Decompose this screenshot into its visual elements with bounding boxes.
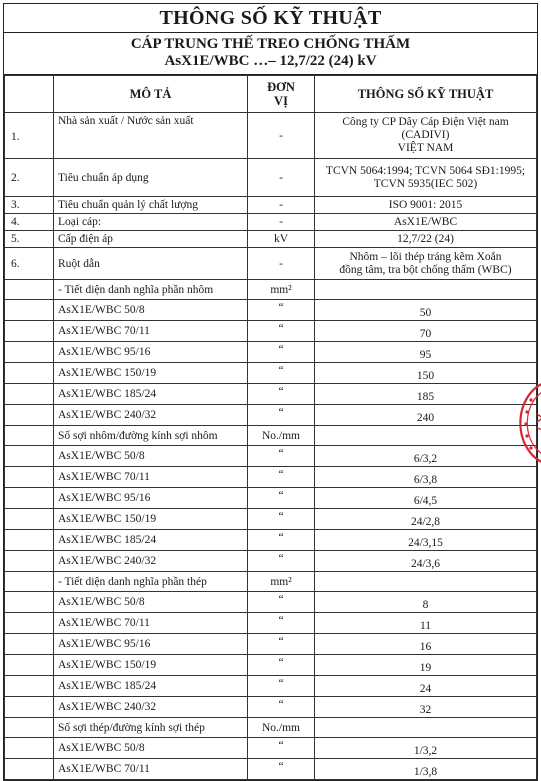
- row-unit: “: [248, 592, 315, 613]
- row-number: [5, 363, 54, 384]
- table-row: [5, 634, 537, 655]
- row-description: Cấp điện áp: [54, 231, 248, 248]
- row-number: [5, 467, 54, 488]
- table-row: [5, 342, 537, 363]
- row-unit: “: [248, 509, 315, 530]
- section-label: - Tiết diện danh nghĩa phần nhôm: [54, 280, 248, 300]
- table-row: [5, 530, 537, 551]
- row-unit: “: [248, 759, 315, 780]
- header-unit-line-1: ĐƠN: [267, 80, 295, 94]
- table-row: [5, 467, 537, 488]
- spec-line-2: đồng tâm, tra bột chống thấm (WBC): [339, 263, 512, 276]
- table-row: [5, 321, 537, 342]
- row-spec: [315, 231, 537, 248]
- table-row: [5, 300, 537, 321]
- row-spec: [315, 113, 537, 159]
- row-number: [5, 572, 54, 592]
- row-description: AsX1E/WBC 240/32: [54, 405, 248, 426]
- table-body: [5, 113, 537, 780]
- row-number: [5, 488, 54, 509]
- row-number: [5, 342, 54, 363]
- row-number: [5, 738, 54, 759]
- table-row: [5, 738, 537, 759]
- table-row: [5, 509, 537, 530]
- row-spec: 19: [315, 655, 537, 676]
- row-spec: 185: [315, 384, 537, 405]
- row-unit: “: [248, 363, 315, 384]
- section-row: [5, 280, 537, 300]
- spec-line-1: Nhôm – lõi thép tráng kẽm Xoắn: [349, 250, 502, 263]
- table-row: [5, 613, 537, 634]
- row-unit: “: [248, 655, 315, 676]
- table-row: [5, 592, 537, 613]
- row-number: [5, 634, 54, 655]
- row-unit: “: [248, 467, 315, 488]
- row-spec: 6/4,5: [315, 488, 537, 509]
- row-description: AsX1E/WBC 185/24: [54, 676, 248, 697]
- header-desc: MÔ TẢ: [54, 76, 248, 113]
- row-number: [5, 592, 54, 613]
- row-unit: “: [248, 530, 315, 551]
- table-row: [5, 197, 537, 214]
- row-spec: 24/3,6: [315, 551, 537, 572]
- row-number: 2.: [5, 159, 54, 197]
- row-description: Tiêu chuẩn quản lý chất lượng: [54, 197, 248, 214]
- row-number: [5, 530, 54, 551]
- seal-stamp-icon: [517, 378, 541, 468]
- row-unit: “: [248, 384, 315, 405]
- row-spec: 150: [315, 363, 537, 384]
- row-number: [5, 280, 54, 300]
- row-number: [5, 676, 54, 697]
- row-description: AsX1E/WBC 70/11: [54, 321, 248, 342]
- row-number: [5, 613, 54, 634]
- spec-line-1: TCVN 5064:1994; TCVN 5064 SĐ1:1995;: [325, 164, 526, 177]
- subtitle-line-2: AsX1E/WBC …– 12,7/22 (24) kV: [164, 53, 377, 69]
- row-number: 3.: [5, 197, 54, 214]
- row-spec: 6/3,8: [315, 467, 537, 488]
- spec-sheet: [3, 3, 538, 781]
- row-unit: “: [248, 405, 315, 426]
- table-row: [5, 248, 537, 280]
- row-spec: [315, 159, 537, 197]
- header-unit-line-2: VỊ: [274, 94, 288, 108]
- table-row: [5, 676, 537, 697]
- row-unit: -: [248, 248, 315, 280]
- row-description: Loại cáp:: [54, 214, 248, 231]
- row-description: AsX1E/WBC 150/19: [54, 363, 248, 384]
- row-description: Ruột dẫn: [54, 248, 248, 280]
- row-number: [5, 446, 54, 467]
- row-spec: 1/3,8: [315, 759, 537, 780]
- table-row: [5, 384, 537, 405]
- row-description: AsX1E/WBC 95/16: [54, 342, 248, 363]
- row-unit: “: [248, 613, 315, 634]
- row-spec: 24/3,15: [315, 530, 537, 551]
- table-row: [5, 697, 537, 718]
- row-unit: kV: [248, 231, 315, 248]
- table-header-row: [5, 76, 537, 113]
- row-spec: [315, 197, 537, 214]
- row-unit: -: [248, 159, 315, 197]
- spec-line-1: 12,7/22 (24): [397, 232, 454, 245]
- row-unit: -: [248, 214, 315, 231]
- spec-line-1: ISO 9001: 2015: [388, 198, 463, 211]
- table-row: [5, 231, 537, 248]
- spec-line-1: AsX1E/WBC: [393, 215, 458, 228]
- row-number: 1.: [5, 113, 54, 159]
- row-number: 6.: [5, 248, 54, 280]
- header-spec: THÔNG SỐ KỸ THUẬT: [315, 76, 537, 113]
- row-spec: 6/3,2: [315, 446, 537, 467]
- row-number: [5, 759, 54, 780]
- table-row: [5, 159, 537, 197]
- section-label: - Tiết diện danh nghĩa phần thép: [54, 572, 248, 592]
- header-no: [5, 76, 54, 113]
- row-spec: [315, 214, 537, 231]
- row-number: [5, 300, 54, 321]
- row-spec: 24/2,8: [315, 509, 537, 530]
- row-unit: “: [248, 738, 315, 759]
- row-unit: “: [248, 342, 315, 363]
- row-spec: [315, 572, 537, 592]
- row-description: AsX1E/WBC 50/8: [54, 738, 248, 759]
- section-unit: mm²: [248, 280, 315, 300]
- spec-line-2: VIỆT NAM: [397, 142, 454, 154]
- spec-line-2: TCVN 5935(IEC 502): [373, 177, 478, 190]
- row-description: AsX1E/WBC 50/8: [54, 300, 248, 321]
- row-description: AsX1E/WBC 95/16: [54, 488, 248, 509]
- row-description: Nhà sản xuất / Nước sản xuất: [54, 113, 248, 159]
- row-spec: 1/3,2: [315, 738, 537, 759]
- row-number: [5, 718, 54, 738]
- row-spec: 8: [315, 592, 537, 613]
- section-label: Số sợi thép/đường kính sợi thép: [54, 718, 248, 738]
- spec-line-1: Công ty CP Dây Cáp Điện Việt nam (CADIVI): [342, 116, 509, 141]
- row-description: AsX1E/WBC 70/11: [54, 467, 248, 488]
- row-unit: “: [248, 300, 315, 321]
- table-row: [5, 759, 537, 780]
- row-spec: [315, 426, 537, 446]
- row-description: AsX1E/WBC 70/11: [54, 759, 248, 780]
- row-spec: 70: [315, 321, 537, 342]
- header-unit: [248, 76, 315, 113]
- subtitle-line-1: CÁP TRUNG THẾ TREO CHỐNG THẤM: [130, 36, 411, 52]
- row-spec: 32: [315, 697, 537, 718]
- table-row: [5, 488, 537, 509]
- table-row: [5, 113, 537, 159]
- table-row: [5, 214, 537, 231]
- row-spec: [315, 718, 537, 738]
- row-number: [5, 426, 54, 446]
- row-unit: “: [248, 551, 315, 572]
- row-number: [5, 384, 54, 405]
- page-title: THÔNG SỐ KỸ THUẬT: [4, 4, 537, 33]
- row-unit: -: [248, 197, 315, 214]
- row-spec: [315, 280, 537, 300]
- row-spec: 50: [315, 300, 537, 321]
- row-description: AsX1E/WBC 240/32: [54, 697, 248, 718]
- row-unit: “: [248, 488, 315, 509]
- table-row: [5, 551, 537, 572]
- row-unit: “: [248, 446, 315, 467]
- row-description: AsX1E/WBC 185/24: [54, 530, 248, 551]
- row-description: AsX1E/WBC 150/19: [54, 655, 248, 676]
- row-description: AsX1E/WBC 70/11: [54, 613, 248, 634]
- cable-subtitle: [4, 33, 537, 75]
- row-unit: “: [248, 697, 315, 718]
- row-number: 5.: [5, 231, 54, 248]
- section-row: [5, 572, 537, 592]
- row-number: [5, 697, 54, 718]
- row-unit: “: [248, 634, 315, 655]
- section-unit: No./mm: [248, 718, 315, 738]
- row-number: [5, 655, 54, 676]
- section-label: Số sợi nhôm/đường kính sợi nhôm: [54, 426, 248, 446]
- table-row: [5, 655, 537, 676]
- row-unit: “: [248, 321, 315, 342]
- section-row: [5, 718, 537, 738]
- row-number: [5, 321, 54, 342]
- row-unit: -: [248, 113, 315, 159]
- row-description: AsX1E/WBC 50/8: [54, 592, 248, 613]
- table-row: [5, 446, 537, 467]
- row-spec: 95: [315, 342, 537, 363]
- section-unit: mm²: [248, 572, 315, 592]
- row-spec: 11: [315, 613, 537, 634]
- row-description: AsX1E/WBC 50/8: [54, 446, 248, 467]
- row-description: Tiêu chuẩn áp dụng: [54, 159, 248, 197]
- row-description: AsX1E/WBC 95/16: [54, 634, 248, 655]
- row-description: AsX1E/WBC 240/32: [54, 551, 248, 572]
- row-number: [5, 551, 54, 572]
- row-number: [5, 509, 54, 530]
- row-unit: “: [248, 676, 315, 697]
- spec-table: [4, 75, 537, 780]
- row-spec: [315, 248, 537, 280]
- row-spec: 240: [315, 405, 537, 426]
- section-row: [5, 426, 537, 446]
- row-spec: 16: [315, 634, 537, 655]
- row-number: [5, 405, 54, 426]
- row-description: AsX1E/WBC 150/19: [54, 509, 248, 530]
- row-spec: 24: [315, 676, 537, 697]
- row-number: 4.: [5, 214, 54, 231]
- table-row: [5, 363, 537, 384]
- row-description: AsX1E/WBC 185/24: [54, 384, 248, 405]
- section-unit: No./mm: [248, 426, 315, 446]
- table-row: [5, 405, 537, 426]
